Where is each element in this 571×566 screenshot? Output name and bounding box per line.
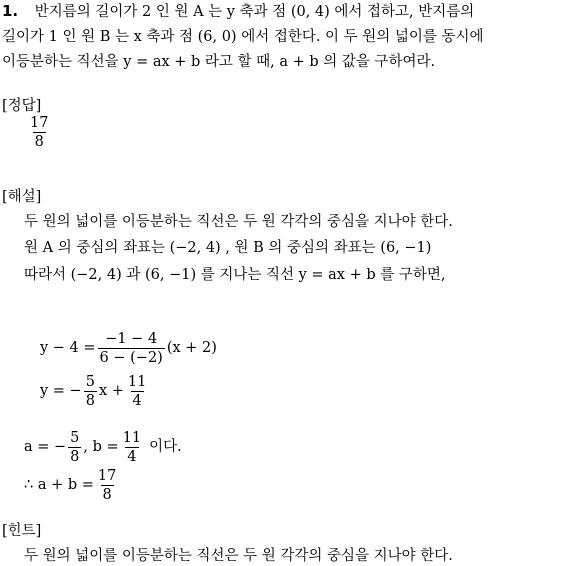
hint-heading: [힌트] (2, 523, 42, 539)
problem-statement-line-1 (2, 4, 474, 20)
res-a-numerator: 5 (70, 430, 80, 446)
answer-heading: [정답] (2, 98, 42, 114)
answer-numerator: 17 (30, 115, 49, 131)
eq1-denominator: 6 − (−2) (99, 349, 163, 366)
solution-line-1: 두 원의 넓이를 이등분하는 직선은 두 원 각각의 중심을 지나야 한다. (24, 214, 453, 230)
eq2-denominator-2: 4 (132, 392, 142, 409)
res-tail: 이다. (149, 439, 182, 456)
eq1-right: (x + 2) (166, 340, 217, 357)
res-a-denominator: 8 (70, 448, 80, 465)
solution-line-2: 원 A 의 중심의 좌표는 (−2, 4) , 원 B 의 중심의 좌표는 (6, −1) (24, 240, 432, 256)
final-denominator: 8 (102, 486, 112, 503)
ab-values-line (24, 431, 182, 464)
eq1-numerator: −1 − 4 (105, 331, 158, 347)
res-b-denominator: 4 (127, 448, 137, 465)
eq2-mid: x + (98, 383, 124, 400)
solution-line-3: 따라서 (−2, 4) 과 (6, −1) 를 지나는 직선 y = ax + b 를 구하면, (24, 267, 446, 283)
final-result-line (24, 469, 120, 502)
answer-denominator: 8 (34, 133, 44, 150)
answer-fraction (26, 116, 52, 149)
res-b: , b = (83, 439, 119, 456)
eq2-denominator-1: 8 (85, 392, 95, 409)
problem-number: 1. (2, 2, 19, 20)
problem-text-3: 이등분하는 직선을 y = ax + b 라고 할 때, a + b 의 값을 구하여라. (2, 54, 436, 70)
eq1-left: y − 4 = (40, 340, 96, 357)
eq2-numerator-2: 11 (127, 374, 147, 390)
final-left: ∴ a + b = (24, 477, 94, 494)
equation-line-result (40, 375, 150, 408)
problem-text-1: 반지름의 길이가 2 인 원 A 는 y 축과 점 (0, 4) 에서 접하고, 반지름의 (34, 4, 475, 20)
problem-text-2: 길이가 1 인 원 B 는 x 축과 점 (6, 0) 에서 접한다. 이 두 원의 넓이를 동시에 (2, 29, 484, 45)
solution-heading: [해설] (2, 189, 42, 205)
hint-text: 두 원의 넓이를 이등분하는 직선은 두 원 각각의 중심을 지나야 한다. (24, 548, 453, 564)
equation-line-slope (40, 332, 217, 365)
res-b-numerator: 11 (122, 430, 142, 446)
final-numerator: 17 (97, 468, 117, 484)
eq2-left: y = − (40, 383, 82, 400)
eq2-numerator-1: 5 (85, 374, 95, 390)
res-a: a = − (24, 439, 67, 456)
